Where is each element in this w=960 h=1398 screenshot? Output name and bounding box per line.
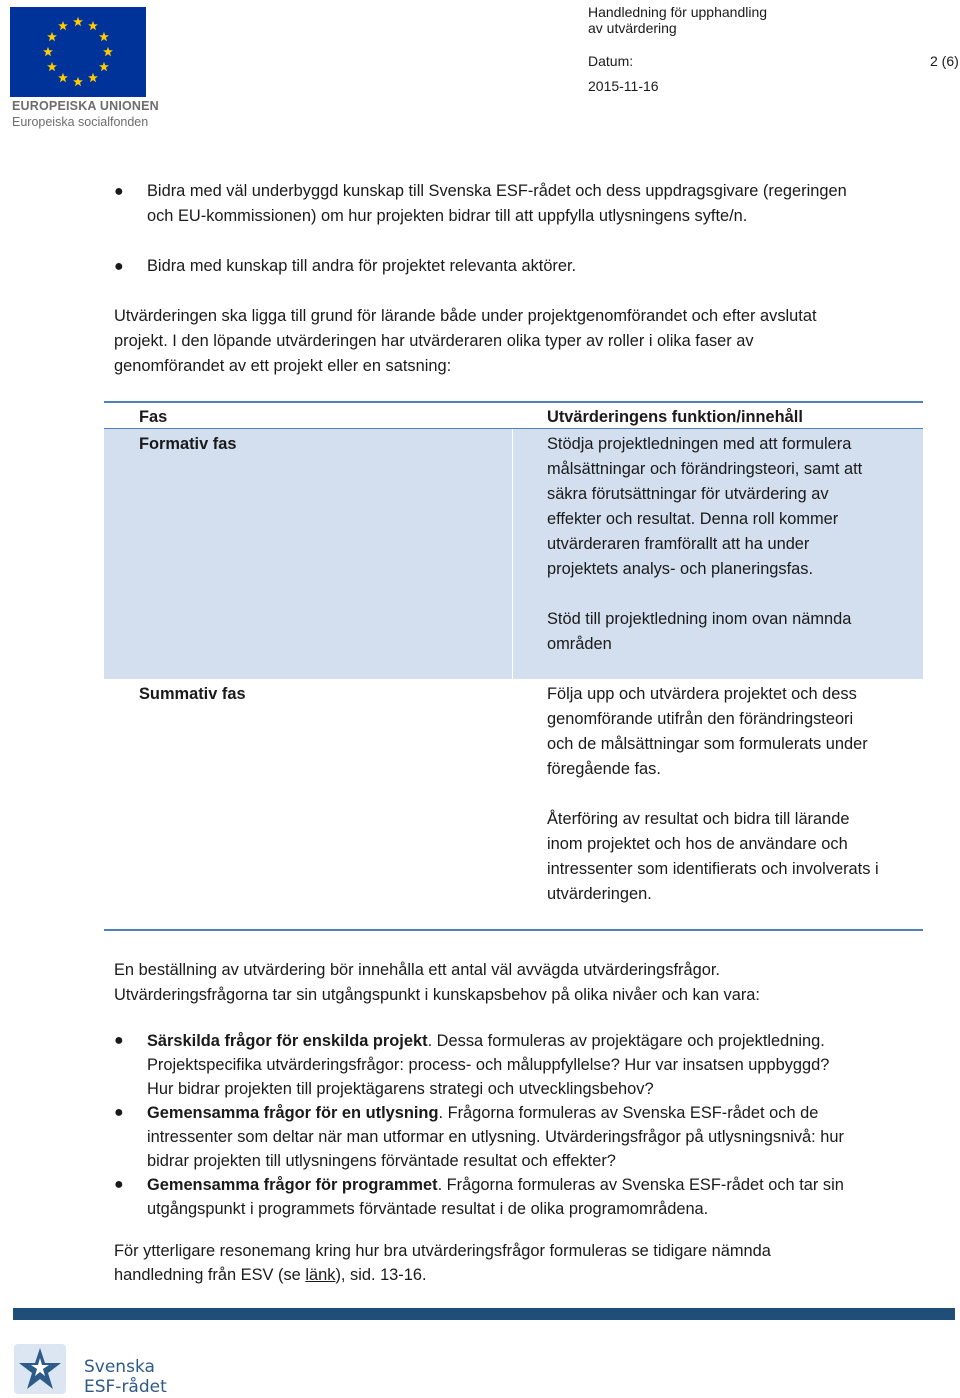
bullet-icon: ●: [114, 1104, 124, 1121]
eu-logo: [10, 7, 159, 129]
doc-title-line1: Handledning för upphandling: [588, 4, 768, 20]
bullet3-rest: . Dessa formuleras av projektägare och projektledning.: [427, 1032, 825, 1050]
esf-star-icon: [12, 1342, 68, 1396]
table-cell-line: föregående fas.: [547, 760, 661, 778]
bullet4-line3: bidrar projekten till utlysningens förväntade resultat och effekter?: [147, 1152, 616, 1170]
bullet5-line1: [147, 1173, 844, 1197]
paragraph2-line2: Utvärderingsfrågorna tar sin utgångspunkt i kunskapsbehov på olika nivåer och kan vara:: [114, 986, 760, 1004]
table-cell-line: målsättningar och förändringsteori, samt att: [547, 460, 863, 478]
bullet2-line1: Bidra med kunskap till andra för projektet relevanta aktörer.: [147, 257, 577, 275]
esf-logo-line2: ESF-rådet: [84, 1377, 167, 1397]
table-cell-line: Stöd till projektledning inom ovan nämnda: [547, 610, 852, 628]
document-date: 2015-11-16: [588, 78, 659, 94]
bullet4-title: Gemensamma frågor för en utlysning: [147, 1104, 439, 1122]
esf-logo: [12, 1340, 167, 1398]
bullet3-line1: [147, 1029, 825, 1053]
paragraph3-pre: handledning från ESV (se: [114, 1266, 306, 1284]
table-cell-line: utvärderaren framförallt att ha under: [547, 535, 810, 553]
eu-logo-line2: Europeiska socialfonden: [12, 115, 149, 129]
paragraph3-line1: För ytterligare resonemang kring hur bra utvärderingsfrågor formuleras se tidigare nämnda: [114, 1242, 771, 1260]
eu-logo-line1: EUROPEISKA UNIONEN: [12, 99, 159, 113]
bullet-icon: ●: [114, 1032, 124, 1049]
table-bottom-border: [104, 929, 923, 931]
paragraph1-line3: genomförandet av ett projekt eller en satsning:: [114, 357, 452, 375]
table-cell-line: utvärderingen.: [547, 885, 652, 903]
bullet3-line2: Projektspecifika utvärderingsfrågor: process- och måluppfyllelse? Hur var insatsen uppbyggd?: [147, 1056, 830, 1074]
bullet1-line2: och EU-kommissionen) om hur projekten bidrar till att uppfylla utlysningens syfte/n.: [147, 207, 748, 225]
table-cell-line: Följa upp och utvärdera projektet och dess: [547, 685, 857, 703]
bullet5-title: Gemensamma frågor för programmet: [147, 1176, 438, 1194]
table-cell-line: effekter och resultat. Denna roll kommer: [547, 510, 839, 528]
table-cell-line: genomförande utifrån den förändringsteori: [547, 710, 854, 728]
bullet5-line2: utgångspunkt i programmets förväntade resultat i de olika programområdena.: [147, 1200, 709, 1218]
bullet-icon: ●: [114, 183, 124, 200]
table-column-divider: [512, 429, 513, 679]
table-top-border: [104, 401, 923, 403]
page-number: 2 (6): [930, 53, 959, 69]
table-cell-line: Stödja projektledningen med att formulera: [547, 435, 852, 453]
eu-flag-icon: [10, 7, 146, 97]
paragraph1-line2: projekt. I den löpande utvärderingen har utvärderaren olika typer av roller i olika faser av: [114, 332, 754, 350]
doc-title-line2: av utvärdering: [588, 20, 677, 36]
paragraph2-line1: En beställning av utvärdering bör innehålla ett antal väl avvägda utvärderingsfrågor.: [114, 961, 720, 979]
table-cell-line: säkra förutsättningar för utvärdering av: [547, 485, 829, 503]
table-cell-line: och de målsättningar som formulerats under: [547, 735, 868, 753]
table-cell-line: projektets analys- och planeringsfas.: [547, 560, 814, 578]
bullet-icon: ●: [114, 258, 124, 275]
date-label: Datum:: [588, 53, 634, 69]
bullet1-line1: Bidra med väl underbyggd kunskap till Svenska ESF-rådet och dess uppdragsgivare (regeringen: [147, 182, 847, 200]
table-cell-line: inom projektet och hos de användare och: [547, 835, 848, 853]
table-cell-line: Återföring av resultat och bidra till lärande: [547, 810, 850, 828]
table-row-phase: Formativ fas: [139, 435, 237, 453]
footer-bar: [13, 1308, 955, 1320]
paragraph3-line2: [114, 1263, 427, 1287]
paragraph3-post: ), sid. 13-16.: [335, 1266, 427, 1284]
table-row-phase: Summativ fas: [139, 685, 246, 703]
esv-link[interactable]: länk: [305, 1266, 336, 1284]
table-cell-line: intressenter som identifierats och involverats i: [547, 860, 879, 878]
paragraph1-line1: Utvärderingen ska ligga till grund för lärande både under projektgenomförandet och efter avslutat: [114, 307, 817, 325]
bullet-icon: ●: [114, 1176, 124, 1193]
table-header-phase: Fas: [139, 408, 168, 426]
table-cell-line: områden: [547, 635, 612, 653]
bullet4-line2: intressenter som deltar när man utformar en utlysning. Utvärderingsfrågor på utlysningsnivå: hur: [147, 1128, 844, 1146]
bullet5-rest: . Frågorna formuleras av Svenska ESF-rådet och tar sin: [437, 1176, 844, 1194]
esf-logo-line1: Svenska: [84, 1357, 155, 1377]
table-header-content: Utvärderingens funktion/innehåll: [547, 408, 803, 426]
bullet3-title: Särskilda frågor för enskilda projekt: [147, 1032, 428, 1050]
bullet4-line1: [147, 1101, 818, 1125]
bullet3-line3: Hur bidrar projekten till projektägarens strategi och utvecklingsbehov?: [147, 1080, 654, 1098]
bullet4-rest: . Frågorna formuleras av Svenska ESF-rådet och de: [438, 1104, 819, 1122]
